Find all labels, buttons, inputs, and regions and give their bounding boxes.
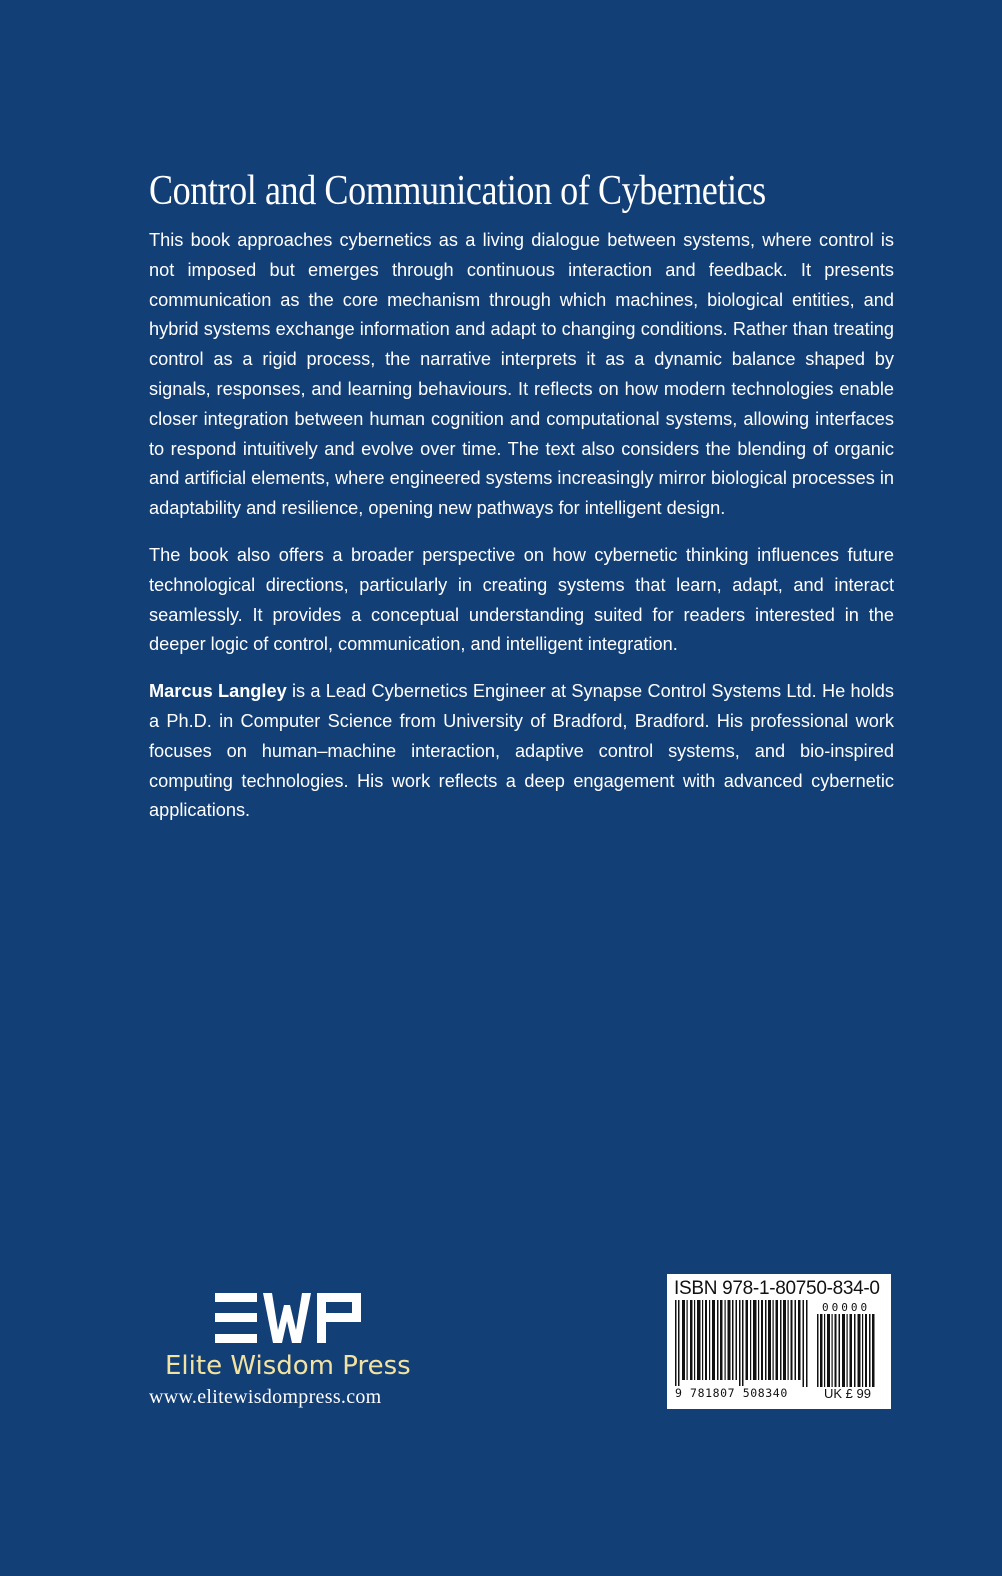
description-paragraph-2: The book also offers a broader perspective on how cybernetic thinking influences future technological directions, particularly in creating systems that learn, adapt, and interact seamlessly. It provides a conceptual understanding suited for readers interested in the deeper logic of control, communication, and intelligent integration. [149, 544, 894, 655]
publisher-name: Elite Wisdom Press [165, 1351, 411, 1381]
author-bio: is a Lead Cybernetics Engineer at Synapse Control Systems Ltd. He holds a Ph.D. in Computer Science from University of Bradford, Bradford. His professional work focuses on human–machine interaction, adaptive control systems, and bio-inspired computing technologies. His work reflects a deep engagement with advanced cybernetic applications. [149, 681, 894, 821]
barcode-bars [675, 1300, 809, 1387]
description-paragraph-1: This book approaches cybernetics as a living dialogue between systems, where control is not imposed but emerges through continuous interaction and feedback. It presents communication as the core mechanism through which machines, biological entities, and hybrid systems exchange information and adapt to changing conditions. Rather than treating control as a rigid process, the narrative interprets it as a dynamic balance shaped by signals, responses, and learning behaviours. It reflects on how modern technologies enable closer integration between human cognition and computational systems, allowing interfaces to respond intuitively and evolve over time. The text also considers the blending of organic and artificial elements, where engineered systems increasingly mirror biological processes in adaptability and resilience, opening new pathways for intelligent design. [149, 230, 895, 519]
barcode-digits: 9 781807 508340 [675, 1386, 788, 1400]
book-title: Control and Communication of Cybernetics [149, 168, 766, 214]
isbn-label: ISBN 978-1-80750-834-0 [674, 1278, 880, 1299]
addon-digits: 00000 [822, 1301, 871, 1314]
author-bio-paragraph [149, 677, 894, 826]
addon-barcode-bars [817, 1314, 875, 1387]
publisher-logo [215, 1293, 365, 1347]
back-cover-text [149, 160, 894, 843]
isbn-barcode [667, 1274, 891, 1409]
publisher-url: www.elitewisdompress.com [149, 1386, 382, 1408]
author-name: Marcus Langley [149, 681, 287, 702]
price-label: UK £ 99 [824, 1386, 871, 1401]
